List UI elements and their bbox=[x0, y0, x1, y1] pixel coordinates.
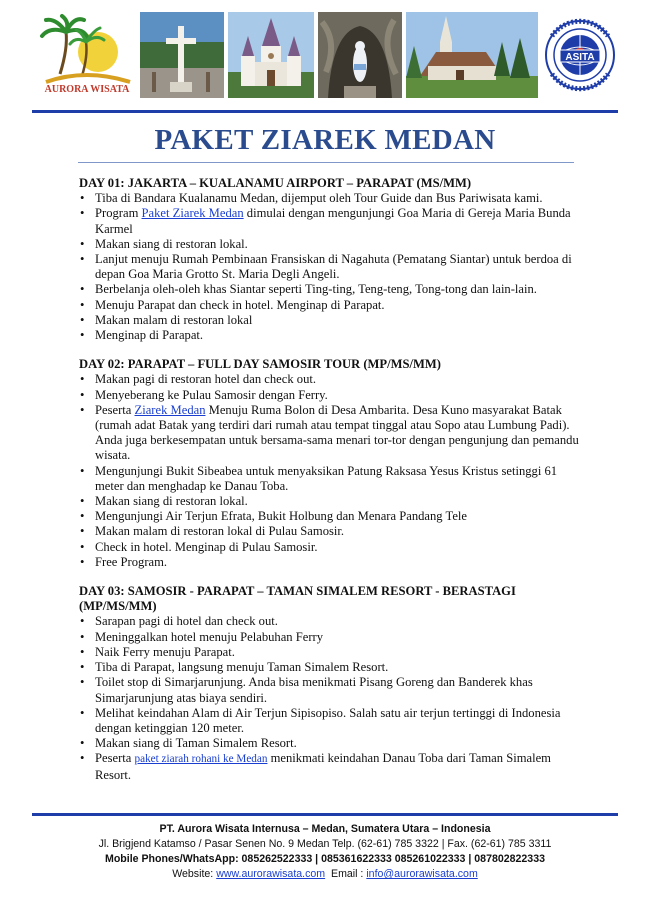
aurora-logo-text: AURORA WISATA bbox=[44, 84, 130, 95]
list-item bbox=[79, 298, 579, 313]
list-item bbox=[79, 388, 579, 403]
item-text: Naik Ferry menuju Parapat. bbox=[95, 644, 235, 659]
title-underline bbox=[78, 162, 574, 163]
item-text: Makan siang di restoran lokal. bbox=[95, 494, 248, 509]
list-item bbox=[79, 464, 579, 494]
list-item bbox=[79, 706, 579, 736]
day-heading: DAY 03: SAMOSIR - PARAPAT – TAMAN SIMALEM RESORT - BERASTAGI (MP/MS/MM) bbox=[79, 584, 516, 614]
email-link[interactable]: info@aurorawisata.com bbox=[366, 868, 478, 880]
page-title: PAKET ZIAREK MEDAN bbox=[154, 124, 496, 156]
item-text: Makan malam di restoran lokal di Pulau Samosir. bbox=[95, 524, 345, 539]
item-text: Menyeberang ke Pulau Samosir dengan Ferry. bbox=[95, 387, 328, 402]
item-text: Tiba di Bandara Kualanamu Medan, dijemput oleh Tour Guide dan Bus Pariwisata kami. bbox=[95, 191, 543, 206]
item-text: Menginap di Parapat. bbox=[95, 328, 204, 343]
header-image-strip bbox=[38, 12, 618, 98]
item-text: Mengunjungi Air Terjun Efrata, Bukit Holbung dan Menara Pandang Tele bbox=[95, 509, 468, 524]
item-text: Menuju Parapat dan check in hotel. Menginap di Parapat. bbox=[95, 297, 385, 312]
chapel-photo bbox=[406, 12, 538, 98]
list-item bbox=[79, 660, 579, 675]
item-text: Makan siang di Taman Simalem Resort. bbox=[95, 736, 297, 751]
item-text: Menuju Ruma Bolon di Desa Ambarita. Desa Kuno masyarakat Batak (rumah adat Batak yang terdiri dari rumah atau tempat tinggal atau Sopo atau Lumbung Padi). Anda juga berkesempatan untuk bersama-sama menari tor-tor dengan pengunjung dan pemandu wisata. bbox=[95, 402, 579, 463]
itinerary bbox=[79, 176, 579, 797]
item-text: Berbelanja oleh-oleh khas Siantar seperti Ting-ting, Teng-teng, Tong-tong dan lain-lain. bbox=[95, 282, 537, 297]
item-text: Lanjut menuju Rumah Pembinaan Fransiskan di Nagahuta (Pematang Siantar) untuk berdoa di depan Goa Maria Grotto St. Maria Degli Angeli. bbox=[95, 252, 572, 282]
list-item bbox=[79, 372, 579, 387]
list-item bbox=[79, 751, 579, 782]
list-item bbox=[79, 675, 579, 705]
asita-logo bbox=[542, 12, 618, 98]
list-item bbox=[79, 630, 579, 645]
day-section bbox=[79, 176, 579, 343]
item-text: Program bbox=[95, 206, 142, 221]
item-text: Free Program. bbox=[95, 554, 168, 569]
asita-logo-text: ASITA bbox=[565, 52, 595, 63]
day-section bbox=[79, 584, 579, 783]
aurora-wisata-logo bbox=[38, 12, 136, 98]
item-text: menikmati keindahan Danau Toba dari Taman Simalem Resort. bbox=[95, 751, 551, 782]
list-item bbox=[79, 206, 579, 236]
list-item bbox=[79, 313, 579, 328]
footer-company: PT. Aurora Wisata Internusa – Medan, Sumatera Utara – Indonesia bbox=[159, 823, 491, 835]
day-item-list bbox=[79, 191, 579, 343]
cross-statue-photo bbox=[140, 12, 224, 98]
list-item bbox=[79, 252, 579, 282]
grotto-mary-photo bbox=[318, 12, 402, 98]
list-item bbox=[79, 494, 579, 509]
package-link[interactable]: paket ziarah rohani ke Medan bbox=[134, 753, 268, 766]
package-link[interactable]: Ziarek Medan bbox=[134, 402, 206, 417]
item-text: Makan malam di restoran lokal bbox=[95, 312, 253, 327]
item-text: Toilet stop di Simarjarunjung. Anda bisa menikmati Pisang Goreng dan Banderek khas Simarjarunjung atas biaya sendiri. bbox=[95, 675, 533, 705]
list-item bbox=[79, 614, 579, 629]
list-item bbox=[79, 645, 579, 660]
item-text: Tiba di Parapat, langsung menuju Taman Simalem Resort. bbox=[95, 660, 389, 675]
footer bbox=[0, 822, 650, 882]
list-item bbox=[79, 403, 579, 464]
list-item bbox=[79, 540, 579, 555]
list-item bbox=[79, 237, 579, 252]
list-item bbox=[79, 328, 579, 343]
list-item bbox=[79, 191, 579, 206]
item-text: Makan siang di restoran lokal. bbox=[95, 236, 248, 251]
list-item bbox=[79, 555, 579, 570]
day-heading: DAY 01: JAKARTA – KUALANAMU AIRPORT – PARAPAT (MS/MM) bbox=[79, 176, 472, 190]
package-link[interactable]: Paket Ziarek Medan bbox=[141, 206, 244, 221]
day-item-list bbox=[79, 614, 579, 782]
item-text: Meninggalkan hotel menuju Pelabuhan Ferry bbox=[95, 629, 324, 644]
day-heading: DAY 02: PARAPAT – FULL DAY SAMOSIR TOUR (MP/MS/MM) bbox=[79, 357, 441, 372]
item-text: Sarapan pagi di hotel dan check out. bbox=[95, 614, 278, 629]
footer-contact bbox=[0, 867, 650, 882]
item-text: Peserta bbox=[95, 402, 135, 417]
item-text: Peserta bbox=[95, 751, 135, 766]
footer-divider bbox=[32, 813, 618, 816]
church-photo bbox=[228, 12, 314, 98]
list-item bbox=[79, 524, 579, 539]
item-text: Mengunjungi Bukit Sibeabea untuk menyaksikan Patung Raksasa Yesus Kristus setinggi 61 meter dan menghadap ke Danau Toba. bbox=[95, 463, 558, 493]
header-divider bbox=[32, 110, 618, 113]
item-text: Melihat keindahan Alam di Air Terjun Sipisopiso. Salah satu air terjun tertinggi di Indonesia dengan ketinggian 120 meter. bbox=[95, 705, 561, 735]
footer-website-label: Website: bbox=[172, 868, 217, 880]
day-item-list bbox=[79, 372, 579, 570]
list-item bbox=[79, 282, 579, 297]
footer-email-label: Email : bbox=[331, 868, 367, 880]
item-text: Check in hotel. Menginap di Pulau Samosir. bbox=[95, 539, 318, 554]
list-item bbox=[79, 509, 579, 524]
footer-address: Jl. Brigjend Katamso / Pasar Senen No. 9 Medan Telp. (62-61) 785 3322 | Fax. (62-61) 785 3311 bbox=[98, 838, 552, 850]
item-text: dimulai dengan mengunjungi Goa Maria di Gereja Maria Bunda Karmel bbox=[95, 206, 571, 236]
footer-phones: Mobile Phones/WhatsApp: 085262522333 | 085361622333 085261022333 | 087802822333 bbox=[105, 853, 545, 865]
list-item bbox=[79, 736, 579, 751]
day-section bbox=[79, 357, 579, 570]
item-text: Makan pagi di restoran hotel dan check out. bbox=[95, 372, 317, 387]
website-link[interactable]: www.aurorawisata.com bbox=[216, 868, 326, 880]
